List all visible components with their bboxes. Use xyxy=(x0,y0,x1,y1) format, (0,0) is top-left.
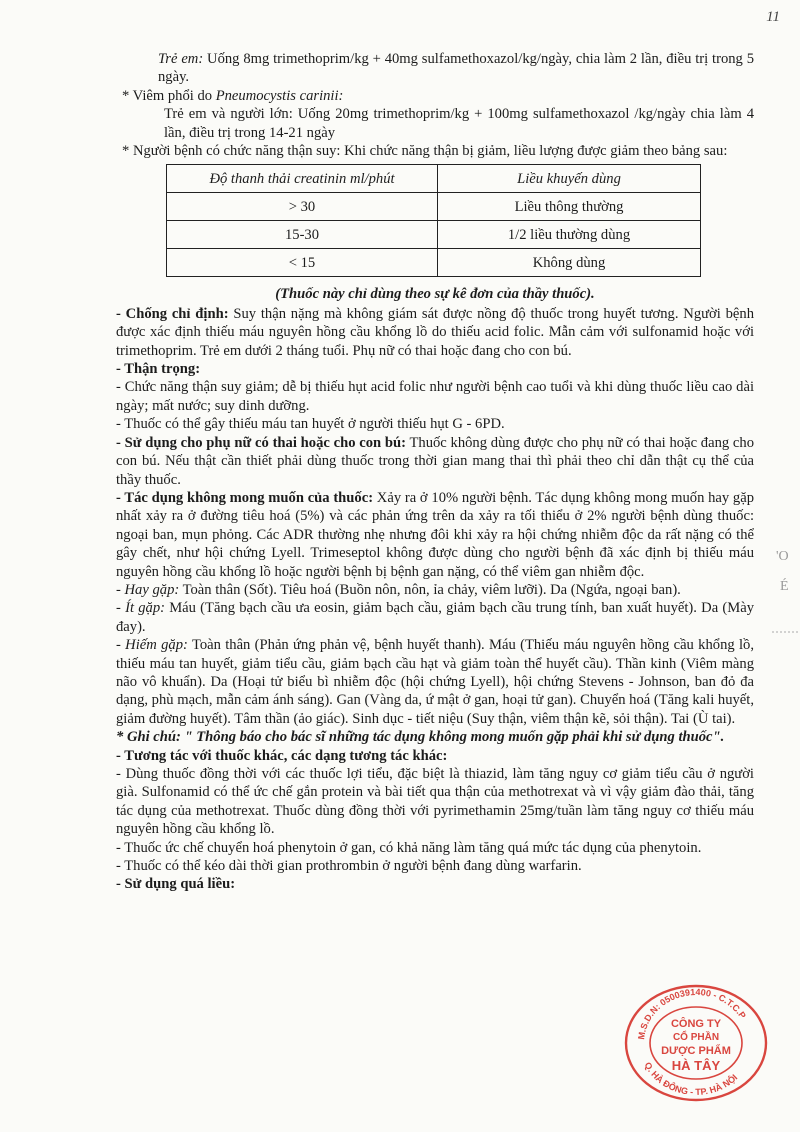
stamp-bottom-text: Q. HÀ ĐÔNG - TP. HÀ NỘI xyxy=(642,1060,740,1098)
svg-text:É: É xyxy=(780,579,789,594)
stamp-line-1: CÔNG TY xyxy=(670,1018,722,1030)
stamp-ring-text: M.S.D.N: 0500391400 - C.T.C.P xyxy=(636,986,748,1041)
uncommon-text: Máu (Tăng bạch cầu ưa eosin, giảm bạch cầu, giảm bạch cầu trung tính, ban xuất huyết). Da (Mày đay). xyxy=(116,600,755,635)
table-header-dose: Liều khuyến dùng xyxy=(438,165,701,193)
stamp-line-2: CỔ PHẦN xyxy=(672,1032,720,1043)
table-header-row xyxy=(167,165,701,193)
common-label: - Hay gặp: xyxy=(116,581,180,598)
pneumocystis-heading: * Viêm phổi do Pneumocystis carinii: xyxy=(122,87,344,104)
page-number: 11 xyxy=(766,9,780,25)
pneumocystis-dosage: Trẻ em và người lớn: Uống 20mg trimethoprim/kg + 100mg sulfamethoxazol /kg/ngày chia làm 4 lần, điều trị trong 14-21 ngày xyxy=(164,106,754,141)
common-text: Toàn thân (Sốt). Tiêu hoá (Buồn nôn, nôn, ỉa chảy, viêm lưỡi). Da (Ngứa, ngoại ban). xyxy=(179,581,681,598)
adverse-effects xyxy=(116,489,754,581)
uncommon-label: - Ít gặp: xyxy=(116,600,165,617)
table-row xyxy=(167,249,701,277)
stamp-line-4: HÀ TÂY xyxy=(671,1058,721,1073)
adverse-text: Xảy ra ở 10% người bệnh. Tác dụng không mong muốn hay gặp nhất xảy ra ở đường tiêu hoá (5%) và các phản ứng trên da xảy ra tối thiểu ở 2% người bệnh dùng thuốc: ngoại ban, mụn phỏng. Các ADR thường nhẹ nhưng đôi khi xảy ra hội chứng nhiễm độc da rất nặng có thể gây chết, như hội chứng Lyell. Trimeseptol không được dùng cho người bệnh đã xác định bị thiếu máu nguyên hồng cầu khổng lồ hoặc người bệnh bị bệnh gan nặng, có thể viêm gan nhiễm độc. xyxy=(116,489,755,580)
adverse-note: * Ghi chú: " Thông báo cho bác sĩ những tác dụng không mong muốn gặp phải khi sử dụng thuốc". xyxy=(116,729,725,746)
table-row xyxy=(167,193,701,221)
svg-text:'O: 'O xyxy=(776,549,789,564)
table-cell-dose: 1/2 liều thường dùng xyxy=(438,221,701,249)
pregnancy-section xyxy=(116,434,754,489)
table-row xyxy=(167,221,701,249)
prescription-note: (Thuốc này chỉ dùng theo sự kê đơn của thầy thuốc). xyxy=(275,286,595,303)
adverse-rare xyxy=(116,636,754,728)
renal-impairment-text: * Người bệnh có chức năng thận suy: Khi chức năng thận bị giảm, liều lượng được giảm theo bảng sau: xyxy=(122,143,728,160)
table-cell-clearance: < 15 xyxy=(167,249,438,277)
overdose-heading: - Sử dụng quá liều: xyxy=(116,876,236,893)
adverse-heading: - Tác dụng không mong muốn của thuốc: xyxy=(116,489,374,506)
pregnancy-heading: - Sử dụng cho phụ nữ có thai hoặc cho con bú: xyxy=(116,434,406,451)
child-dosage-text: Uống 8mg trimethoprim/kg + 40mg sulfamethoxazol/kg/ngày, chia làm 2 lần, điều trị trong 5 ngày. xyxy=(158,51,754,86)
interactions-heading: - Tương tác với thuốc khác, các dạng tương tác khác: xyxy=(116,747,448,764)
table-cell-dose: Liều thông thường xyxy=(438,193,701,221)
margin-marks xyxy=(770,540,800,650)
renal-dosage-table xyxy=(166,164,701,277)
contraindications-heading: - Chống chỉ định: xyxy=(116,305,229,322)
adverse-uncommon xyxy=(116,599,754,636)
interaction-item: - Thuốc có thể kéo dài thời gian prothrombin ở người bệnh đang dùng warfarin. xyxy=(116,858,582,875)
stamp-line-3: DƯỢC PHẨM xyxy=(661,1045,731,1057)
table-cell-clearance: > 30 xyxy=(167,193,438,221)
precaution-item: - Thuốc có thể gây thiếu máu tan huyết ở người thiếu hụt G - 6PD. xyxy=(116,416,505,433)
pregnancy-text: Thuốc không dùng được cho phụ nữ có thai hoặc đang cho con bú. Nếu thật cần thiết phải dùng thuốc trong thời gian mang thai thì phải theo chỉ dẫn thật cụ thể của thầy thuốc. xyxy=(116,434,754,488)
company-seal-stamp xyxy=(622,983,770,1103)
contraindications xyxy=(116,305,754,360)
rare-text: Toàn thân (Phản ứng phản vệ, bệnh huyết thanh). Máu (Thiếu máu nguyên hồng cầu khổng lồ, thiếu máu tan huyết, giảm tiểu cầu, giảm bạch cầu hạt và giảm toàn thể huyết cầu). Thần kinh (Viêm màng não vô khuẩn). Da (Hoại tử biểu bì nhiễm độc (hội chứng Lyell), hội chứng Stevens - Johnson, ban đỏ đa dạng, phù mạch, mẫn cảm ánh sáng). Gan (Vàng da, ứ mật ở gan, hoại tử gan). Chuyển hoá (Tăng kali huyết, giảm đường huyết). Tâm thần (ảo giác). Sinh dục - tiết niệu (Suy thận, viêm thận kẽ, sỏi thận). Tai (Ù tai). xyxy=(116,637,754,727)
contraindications-text: Suy thận nặng mà không giám sát được nồng độ thuốc trong huyết tương. Người bệnh được xác định thiếu máu nguyên hồng cầu khổng lồ do thiếu acid folic. Mẫn cảm với sulfonamid hoặc với trimethoprim. Trẻ em dưới 2 tháng tuổi. Phụ nữ có thai hoặc đang cho con bú. xyxy=(116,305,754,359)
table-cell-dose: Không dùng xyxy=(438,249,701,277)
precautions-heading: - Thận trọng: xyxy=(116,361,201,378)
table-cell-clearance: 15-30 xyxy=(167,221,438,249)
rare-label: - Hiếm gặp: xyxy=(116,637,188,654)
child-label: Trẻ em: xyxy=(158,51,204,67)
table-header-clearance: Độ thanh thải creatinin ml/phút xyxy=(167,165,438,193)
interaction-item: - Dùng thuốc đồng thời với các thuốc lợi tiểu, đặc biệt là thiazid, làm tăng nguy cơ giảm tiểu cầu ở người già. Sulfonamid có thể ức chế gắn protein và bài tiết qua thận của methotrexat và vì vậy giảm đào thải, tăng tác dụng của methotrexat. Thuốc dùng đồng thời với pyrimethamin 25mg/tuần làm tăng nguy cơ thiếu máu nguyên hồng cầu khổng lồ. xyxy=(116,766,754,838)
precaution-item: - Chức năng thận suy giảm; dễ bị thiếu hụt acid folic như người bệnh cao tuổi và khi dùng thuốc liều cao dài ngày; mất nước; suy dinh dưỡng. xyxy=(116,379,754,414)
interaction-item: - Thuốc ức chế chuyển hoá phenytoin ở gan, có khả năng làm tăng quá mức tác dụng của phenytoin. xyxy=(116,839,702,856)
adverse-common xyxy=(116,581,754,599)
document-body xyxy=(116,50,754,894)
child-dosage xyxy=(116,50,754,87)
